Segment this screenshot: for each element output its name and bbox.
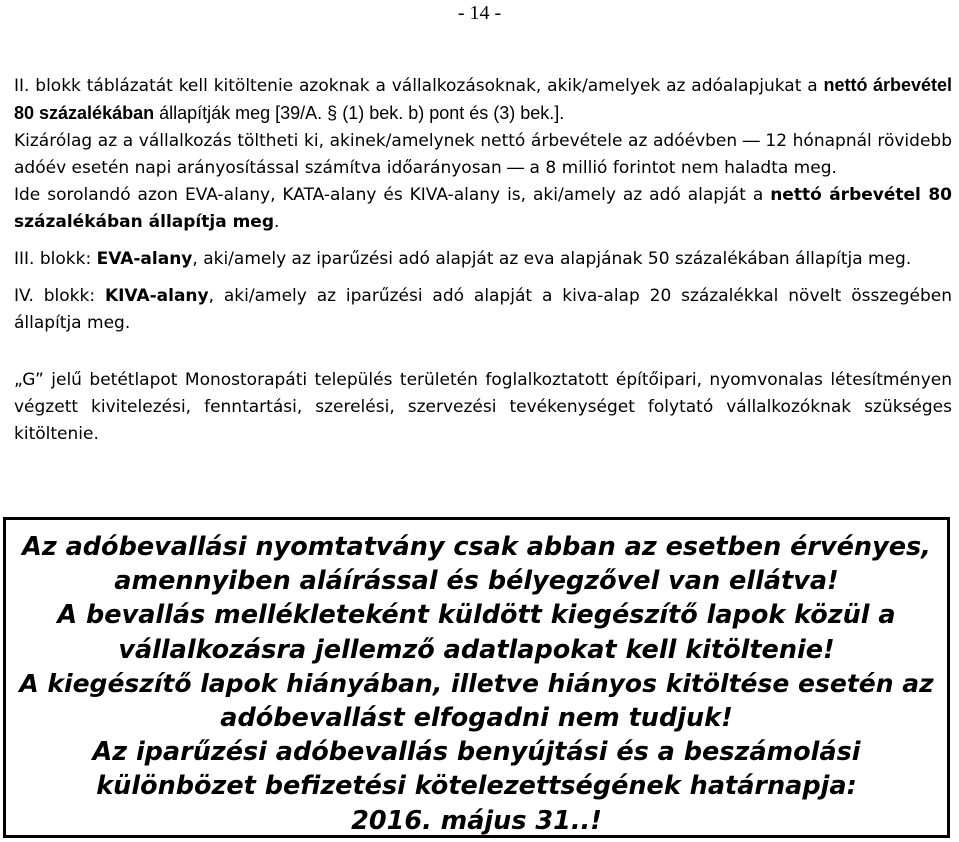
block2-included-start: Ide sorolandó azon EVA-alany, KATA-alany és KIVA-alany is, aki/amely az adó alapját a bbox=[14, 185, 771, 205]
block2-included bbox=[14, 182, 952, 236]
notice-line: A bevallás mellékleteként küldött kiegészítő lapok közül a bbox=[57, 600, 896, 631]
notice-line: adóbevallást elfogadni nem tudjuk! bbox=[220, 703, 733, 734]
document-body bbox=[14, 72, 952, 448]
block2-bold: nettó árbevétel 80 százalékában bbox=[14, 75, 953, 123]
block3-paragraph bbox=[14, 246, 952, 273]
block4-bold: KIVA-alany bbox=[104, 286, 209, 306]
g-sheet-paragraph: „G” jelű betétlapot Monostorapáti település területén foglalkoztatott építőipari, nyomvonalas létesítményen végzett kivitelezési, fenntartási, szerelési, szervezési tevékenységet folytató vállalkozóknak szükséges kitöltenie. bbox=[14, 370, 952, 444]
notice-line: különbözet befizetési kötelezettségének határnapja: bbox=[96, 771, 857, 802]
notice-line: amennyiben aláírással és bélyegzővel van ellátva! bbox=[114, 566, 839, 597]
block4-start: IV. blokk: bbox=[14, 286, 105, 306]
block2-rest: állapítják meg [39/A. § (1) bek. b) pont és (3) bek.]. bbox=[154, 103, 565, 123]
block2-line1: II. blokk táblázatát kell kitöltenie azoknak a vállalkozásoknak, akik/amelyek az adóalapjukat a bbox=[14, 76, 818, 96]
spacer bbox=[14, 236, 952, 246]
notice-line: vállalkozásra jellemző adatlapokat kell kitöltenie! bbox=[118, 634, 835, 665]
block3-rest: , aki/amely az iparűzési adó alapját az eva alapjának 50 százalékában állapítja meg. bbox=[192, 249, 912, 269]
notice-box bbox=[3, 517, 950, 838]
block2-included-bold: nettó árbevétel 80 százalékában állapítja meg bbox=[14, 185, 952, 232]
notice-line: Az adóbevallási nyomtatvány csak abban az esetben érvényes, bbox=[22, 532, 931, 562]
block2-included-end: . bbox=[274, 212, 280, 232]
notice-line: 2016. május 31..! bbox=[351, 805, 602, 836]
notice-line: A kiegészítő lapok hiányában, illetve hiányos kitöltése esetén az bbox=[19, 668, 934, 698]
block4-paragraph bbox=[14, 283, 952, 337]
page-number: - 14 - bbox=[457, 2, 502, 24]
notice-line: Az iparűzési adóbevallás benyújtási és a beszámolási bbox=[92, 737, 861, 768]
block2-paragraph bbox=[14, 72, 952, 128]
block4-rest: , aki/amely az iparűzési adó alapját a kiva-alap 20 százalékkal növelt összegében állapítja meg. bbox=[14, 286, 952, 333]
block3-bold: EVA-alany bbox=[96, 249, 193, 269]
block3-start: III. blokk: bbox=[14, 249, 97, 269]
block2-condition: Kizárólag az a vállalkozás töltheti ki, akinek/amelynek nettó árbevétele az adóévben ― 12 hónapnál rövidebb adóév esetén napi arányosítással számítva időarányosan ― a 8 millió forintot nem haladta meg. bbox=[14, 131, 952, 178]
spacer bbox=[14, 273, 952, 283]
